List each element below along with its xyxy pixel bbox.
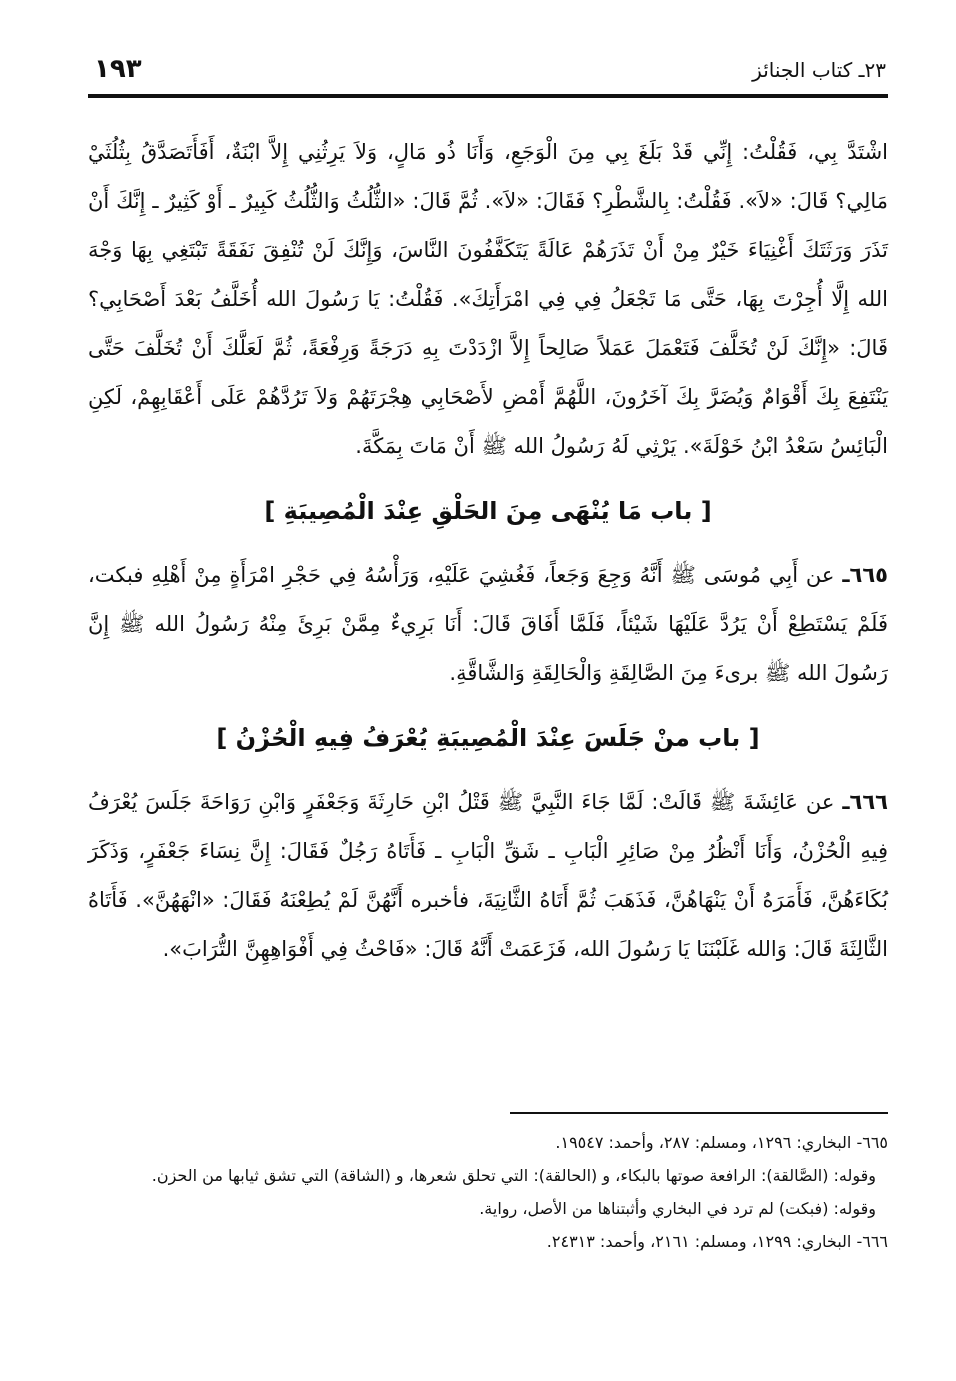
footnote-666-refs: ٦٦٦- البخاري: ١٢٩٩، ومسلم: ٢١٦١، وأحمد: ٢٤٣١٣.: [546, 1232, 888, 1251]
hadith-text: عن عَائِشَةَ ﷺ قَالَتْ: لَمَّا جَاءَ النَّبِيَّ ﷺ قَتْلُ ابْنِ حَارِثَةَ وَجَعْفَرٍ وَابْنِ رَوَاحَةَ جَلَسَ يُعْرَفُ فِيهِ الْحُزْنُ، وَأَنَا أَنْظُرُ مِنْ صَائِرِ الْبَابِ ـ شَقِّ الْبَابِ ـ فَأَتَاهُ رَجُلٌ فَقَالَ: إِنَّ نِسَاءَ جَعْفَرٍ، وَذَكَرَ بُكَاءَهُنَّ، فَأَمَرَهُ أَنْ يَنْهَاهُنَّ، فَذَهَبَ ثُمَّ أَتَاهُ الثَّانِيَةَ، فأخبره أَنَّهُنَّ لَمْ يُطِعْنَهُ فَقَالَ: «انْهَهُنَّ». فَأَتَاهُ الثَّالِثَةَ قَالَ: وَالله غَلَبْنَنَا يَا رَسُولَ الله، فَزَعَمَتْ أَنَّهُ قَالَ: «فَاحْثُ فِي أَفْوَاهِهِنَّ التُّرَابَ».: [88, 790, 888, 961]
paragraph-continuation: اشْتَدَّ بِي، فَقُلْتُ: إِنِّي قَدْ بَلَغَ بِي مِنَ الْوَجَعِ، وَأَنَا ذُو مَالٍ، وَلاَ يَرِثُنِي إِلاَّ ابْنَةٌ، أَفَأَتَصَدَّقُ بِثُلُثَيْ مَالِي؟ قَالَ: «لاَ». فَقُلْتُ: بِالشَّطْرِ؟ فَقَالَ: «لاَ». ثُمَّ قَالَ: «الثُّلُثُ وَالثُّلُثُ كَبِيرٌ ـ أَوْ كَثِيرٌ ـ إِنَّكَ أَنْ تَذَرَ وَرَثَتَكَ أَغْنِيَاءَ خَيْرٌ مِنْ أَنْ تَذَرَهُمْ عَالَةً يَتَكَفَّفُونَ النَّاسَ، وَإِنَّكَ لَنْ تُنْفِقَ نَفَقَةً تَبْتَغِي بِهَا وَجْهَ الله إِلَّا أُجِرْتَ بِهَا، حَتَّى مَا تَجْعَلُ فِي فِي امْرَأَتِكَ». فَقُلْتُ: يَا رَسُولَ الله أُخَلَّفُ بَعْدَ أَصْحَابِي؟ قَالَ: «إِنَّكَ لَنْ تُخَلَّفَ فَتَعْمَلَ عَمَلاً صَالِحاً إِلاَّ ازْدَدْتَ بِهِ دَرَجَةً وَرِفْعَةً، ثُمَّ لَعَلَّكَ أَنْ تُخَلَّفَ حَتَّى يَنْتَفِعَ بِكَ أَقْوَامٌ وَيُضَرَّ بِكَ آخَرُونَ، اللَّهُمَّ أَمْضِ لأَصْحَابِي هِجْرَتَهُمْ وَلاَ تَرُدَّهُمْ عَلَى أَعْقَابِهِمْ، لَكِنِ الْبَائِسُ سَعْدُ ابْنُ خَوْلَةَ». يَرْثِي لَهُ رَسُولُ الله ﷺ أَنْ مَاتَ بِمَكَّةَ.: [88, 140, 888, 458]
footnote-665-refs: ٦٦٥- البخاري: ١٢٩٦، ومسلم: ٢٨٧، وأحمد: ١٩٥٤٧.: [555, 1133, 888, 1152]
page-header: [88, 52, 888, 92]
running-title: ٢٣ـ كتاب الجنائز: [752, 58, 886, 82]
footnote-665-note: وقوله: (فبكت) لم ترد في البخاري وأثبتناها من الأصل، رواية.: [479, 1199, 876, 1218]
footnote-665-glossary: وقوله: (الصَّالقة): الرافعة صوتها بالبكاء، و (الحالقة): التي تحلق شعرها، و (الشاقة) التي تشق ثيابها من الحزن.: [151, 1166, 876, 1185]
chapter-heading-shaving: [ باب مَا يُنْهَى مِنَ الحَلْقِ عِنْدَ الْمُصِيبَةِ ]: [264, 497, 712, 525]
hadith-666: [88, 778, 888, 974]
footnotes: [88, 1126, 888, 1258]
hadith-text: عن أَبِي مُوسَى ﷺ أَنَّهُ وَجِعَ وَجَعاً، فَغُشِيَ عَلَيْهِ، وَرَأْسُهُ فِي حَجْرِ امْرَأَةٍ مِنْ أَهْلِهِ فبكت، فَلَمْ يَسْتَطِعْ أَنْ يَرُدَّ عَلَيْهَا شَيْئاً، فَلَمَّا أَفَاقَ قَالَ: أَنَا بَرِيءٌ مِمَّنْ بَرِئَ مِنْهُ رَسُولُ الله ﷺ إِنَّ رَسُولَ الله ﷺ برىءَ مِنَ الصَّالِقَةِ وَالْحَالِقَةِ وَالشَّاقَّةِ.: [88, 563, 888, 685]
footnote-divider: [510, 1112, 888, 1114]
hadith-665: [88, 551, 888, 698]
page-number: ١٩٣: [94, 54, 142, 84]
chapter-heading-grief: [ باب منْ جَلَسَ عِنْدَ الْمُصِيبَةِ يُعْرَفُ فِيهِ الْحُزْنُ ]: [216, 724, 760, 752]
hadith-number: ٦٦٦ـ: [842, 790, 888, 814]
hadith-number: ٦٦٥ـ: [842, 563, 888, 587]
header-divider: [88, 94, 888, 98]
main-text: [88, 128, 888, 974]
